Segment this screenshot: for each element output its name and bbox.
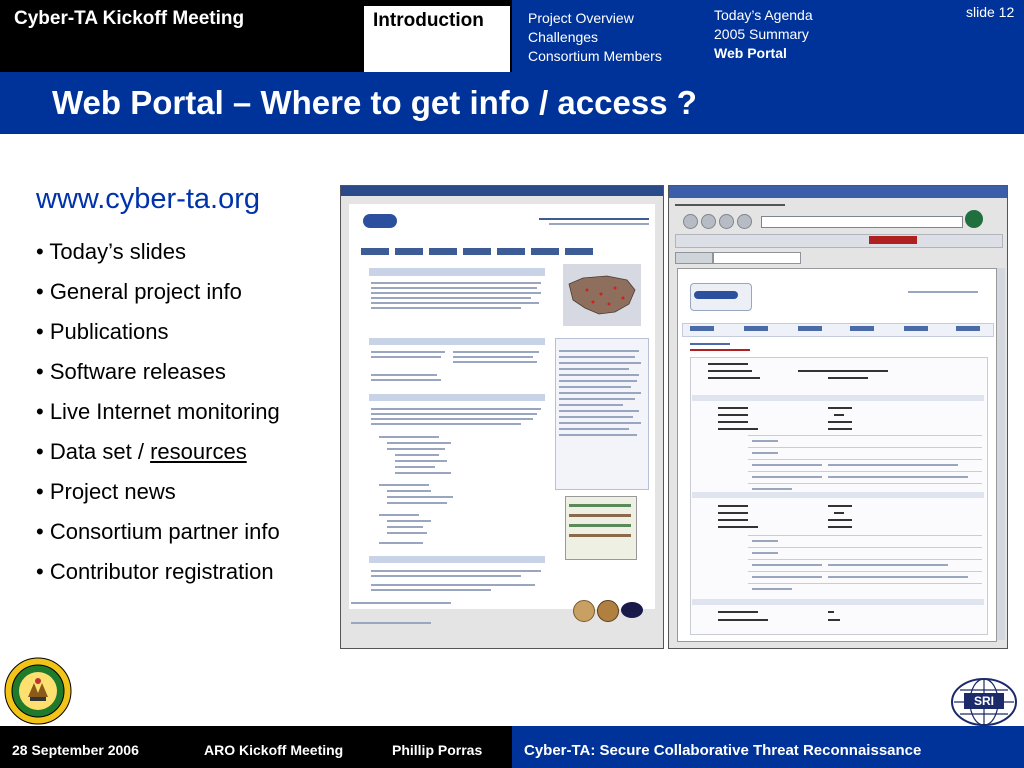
meeting-title: Cyber-TA Kickoff Meeting <box>14 8 245 29</box>
seal-icon <box>573 600 595 622</box>
browser-title-bar <box>341 186 663 196</box>
nav-menu-column-1 <box>528 9 662 66</box>
bullet-item: • Software releases <box>36 359 226 384</box>
back-icon <box>683 214 698 229</box>
address-bar <box>761 216 963 228</box>
footer-author: Phillip Porras <box>392 742 483 758</box>
footer-date: 28 September 2006 <box>12 742 139 758</box>
bullet-item: • Consortium partner info <box>36 519 280 544</box>
netscape-title-bar <box>669 186 1007 198</box>
footer-project-name: Cyber-TA: Secure Collaborative Threat Reconnaissance <box>524 742 922 759</box>
sri-international-logo-icon <box>950 677 1022 727</box>
nav-item-web-portal[interactable]: Web Portal <box>714 45 787 61</box>
netscape-logo-icon <box>965 210 983 228</box>
nav-item-project-overview[interactable]: Project Overview <box>528 10 634 26</box>
bullet-item-label: • Data set / <box>36 439 151 464</box>
popup-blocker-icon <box>869 236 917 244</box>
bullet-item-data-set <box>36 436 280 476</box>
bullet-item: • Live Internet monitoring <box>36 399 280 424</box>
slide-number: slide 12 <box>966 4 1015 20</box>
slide-title: Web Portal – Where to get info / access ? <box>52 84 697 121</box>
screenshot-page-body <box>349 204 655 609</box>
bullet-item: • Contributor registration <box>36 559 274 584</box>
bullet-list <box>36 236 280 596</box>
sri-small-logo-icon <box>621 602 643 618</box>
nav-item-2005-summary[interactable]: 2005 Summary <box>714 26 809 42</box>
browser-tab <box>675 252 713 264</box>
scrollbar <box>997 268 1005 640</box>
netscape-portal-screenshot <box>668 185 1008 649</box>
browser-tab <box>713 252 801 264</box>
bullet-item: • General project info <box>36 279 242 304</box>
site-url-link[interactable]: www.cyber-ta.org <box>36 183 261 215</box>
svg-text:SRI: SRI <box>973 694 995 708</box>
seal-icon <box>597 600 619 622</box>
bullet-item: • Today’s slides <box>36 239 186 264</box>
nav-item-challenges[interactable]: Challenges <box>528 29 599 45</box>
bullet-item: • Publications <box>36 319 169 344</box>
nav-item-todays-agenda[interactable]: Today’s Agenda <box>714 7 813 23</box>
section-tab-label[interactable]: Introduction <box>373 10 484 31</box>
forward-icon <box>701 214 716 229</box>
cyberta-logo-icon <box>363 214 397 228</box>
anonymizer-page-screenshot <box>340 185 664 649</box>
portal-page-body <box>677 268 997 642</box>
nav-menu-column-2 <box>714 6 813 63</box>
us-map-icon <box>563 264 641 326</box>
resources-link[interactable]: resources <box>150 439 247 464</box>
bullet-item: • Project news <box>36 479 176 504</box>
reload-icon <box>719 214 734 229</box>
nav-item-consortium-members[interactable]: Consortium Members <box>528 48 662 64</box>
footer-meeting: ARO Kickoff Meeting <box>204 742 344 758</box>
stop-icon <box>737 214 752 229</box>
army-seal-icon <box>4 657 72 725</box>
